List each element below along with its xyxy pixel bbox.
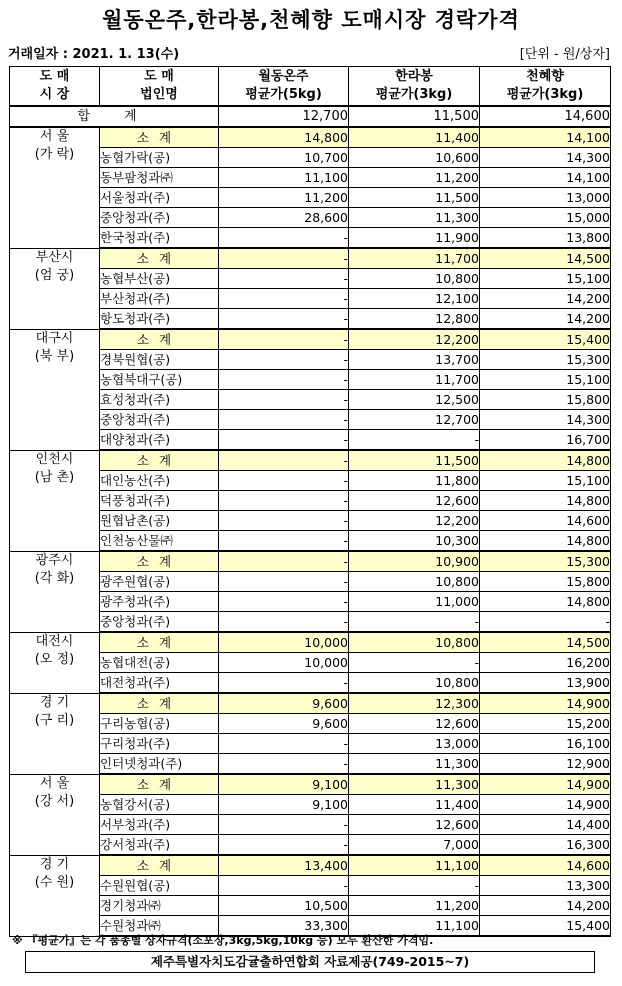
header-cheonhyehyang: 천혜향 평균가(3kg): [480, 67, 611, 107]
price-cell: 12,600: [349, 815, 480, 835]
table-row: [10, 714, 611, 734]
price-cell: -: [219, 471, 349, 491]
corp-name: 경기청과㈜: [100, 896, 219, 916]
table-row: [10, 876, 611, 896]
table-row: [10, 208, 611, 228]
price-cell: -: [219, 491, 349, 511]
price-cell: 12,700: [349, 410, 480, 430]
footnote: ※ 『평균가』는 각 품종별 상자규격(소포장,3kg,5kg,10kg 등) 모두 환산한 가격임.: [12, 934, 434, 947]
price-cell: 12,500: [349, 390, 480, 410]
corp-name: 인천농산물㈜: [100, 531, 219, 552]
total-value: 12,700: [219, 106, 349, 127]
price-cell: 14,900: [480, 795, 611, 815]
price-cell: 11,300: [349, 208, 480, 228]
price-cell: -: [219, 673, 349, 694]
price-cell: 12,600: [349, 491, 480, 511]
price-cell: 12,100: [349, 289, 480, 309]
corp-name: 부산청과(주): [100, 289, 219, 309]
price-cell: 13,300: [480, 876, 611, 896]
price-cell: 12,200: [349, 329, 480, 350]
corp-name: 대양청과(주): [100, 430, 219, 451]
table-row: [10, 390, 611, 410]
subtotal-label: 소계: [100, 693, 219, 714]
price-cell: -: [349, 876, 480, 896]
price-cell: -: [349, 612, 480, 633]
price-cell: 11,200: [219, 188, 349, 208]
price-cell: 13,700: [349, 350, 480, 370]
price-cell: 16,100: [480, 734, 611, 754]
price-cell: 14,100: [480, 168, 611, 188]
price-cell: 11,200: [349, 168, 480, 188]
price-cell: -: [219, 876, 349, 896]
corp-name: 농협대전(공): [100, 653, 219, 673]
price-cell: 12,900: [480, 754, 611, 775]
price-cell: -: [349, 430, 480, 451]
price-cell: -: [219, 228, 349, 249]
price-cell: -: [219, 551, 349, 572]
price-cell: -: [219, 734, 349, 754]
page-title: 월동온주,한라봉,천혜향 도매시장 경락가격: [102, 8, 520, 32]
price-cell: 13,900: [480, 673, 611, 694]
price-cell: 14,500: [480, 248, 611, 269]
price-cell: 15,100: [480, 370, 611, 390]
table-row: [10, 734, 611, 754]
corp-name: 중앙청과(주): [100, 208, 219, 228]
subtotal-row: [10, 693, 611, 714]
price-cell: 11,700: [349, 248, 480, 269]
price-cell: -: [219, 269, 349, 289]
price-cell: 13,800: [480, 228, 611, 249]
table-row: [10, 653, 611, 673]
price-cell: 14,900: [480, 693, 611, 714]
price-cell: 11,500: [349, 450, 480, 471]
price-cell: 15,400: [480, 329, 611, 350]
price-cell: -: [219, 309, 349, 330]
price-cell: 10,800: [349, 572, 480, 592]
source-credit: 제주특별자치도감귤출하연합회 자료제공(749-2015~7): [25, 951, 595, 973]
market-name: 인천시 (남 촌): [10, 450, 100, 551]
price-cell: 15,100: [480, 269, 611, 289]
price-cell: -: [219, 572, 349, 592]
price-cell: 15,100: [480, 471, 611, 491]
table-row: [10, 531, 611, 552]
corp-name: 효성청과(주): [100, 390, 219, 410]
price-cell: 11,800: [349, 471, 480, 491]
price-cell: 13,000: [349, 734, 480, 754]
price-cell: -: [219, 835, 349, 856]
market-name: 경 기 (구 리): [10, 693, 100, 774]
total-row: [10, 106, 611, 127]
price-cell: 14,300: [480, 148, 611, 168]
total-value: 11,500: [349, 106, 480, 127]
price-cell: 11,300: [349, 774, 480, 795]
table-row: [10, 592, 611, 612]
table-row: [10, 309, 611, 330]
header-market: 도 매 시 장: [10, 67, 100, 107]
corp-name: 서울청과(주): [100, 188, 219, 208]
market-name: 대구시 (북 부): [10, 329, 100, 450]
price-cell: 10,300: [349, 531, 480, 552]
subtotal-label: 소계: [100, 774, 219, 795]
table-row: [10, 795, 611, 815]
table-row: [10, 896, 611, 916]
price-cell: 11,500: [349, 188, 480, 208]
corp-name: 농협강서(공): [100, 795, 219, 815]
price-cell: -: [349, 653, 480, 673]
price-cell: 14,200: [480, 896, 611, 916]
price-cell: 14,600: [480, 511, 611, 531]
price-cell: 9,600: [219, 693, 349, 714]
price-cell: 13,000: [480, 188, 611, 208]
price-cell: 16,200: [480, 653, 611, 673]
price-cell: 10,700: [219, 148, 349, 168]
price-cell: 14,800: [480, 592, 611, 612]
subtotal-label: 소계: [100, 855, 219, 876]
price-cell: 11,100: [219, 168, 349, 188]
price-cell: -: [219, 410, 349, 430]
table-row: [10, 289, 611, 309]
header-winter-mandarin: 월동온주 평균가(5kg): [219, 67, 349, 107]
market-name: 대전시 (오 정): [10, 632, 100, 693]
price-cell: 16,300: [480, 835, 611, 856]
table-row: [10, 835, 611, 856]
table-row: [10, 370, 611, 390]
subtotal-label: 소계: [100, 551, 219, 572]
price-cell: 14,400: [480, 815, 611, 835]
price-cell: -: [219, 612, 349, 633]
price-cell: -: [219, 592, 349, 612]
price-cell: 14,200: [480, 289, 611, 309]
price-cell: -: [219, 430, 349, 451]
price-cell: 9,100: [219, 774, 349, 795]
price-cell: 10,800: [349, 632, 480, 653]
price-cell: 10,000: [219, 653, 349, 673]
price-cell: -: [480, 612, 611, 633]
corp-name: 서부청과(주): [100, 815, 219, 835]
price-table: [9, 66, 611, 937]
trade-date: 거래일자 : 2021. 1. 13(수): [8, 47, 180, 62]
price-cell: -: [219, 350, 349, 370]
price-cell: 14,800: [480, 531, 611, 552]
table-row: [10, 491, 611, 511]
table-header-row: [10, 67, 611, 107]
corp-name: 구리청과(주): [100, 734, 219, 754]
corp-name: 항도청과(주): [100, 309, 219, 330]
header-corp: 도 매 법인명: [100, 67, 219, 107]
price-cell: -: [219, 815, 349, 835]
price-cell: 14,100: [480, 127, 611, 148]
subtotal-row: [10, 551, 611, 572]
price-cell: 11,100: [349, 855, 480, 876]
price-cell: 11,100: [349, 916, 480, 937]
corp-name: 광주원협(공): [100, 572, 219, 592]
table-row: [10, 815, 611, 835]
table-row: [10, 269, 611, 289]
table-row: [10, 410, 611, 430]
price-cell: 10,000: [219, 632, 349, 653]
table-row: [10, 228, 611, 249]
subtotal-label: 소계: [100, 450, 219, 471]
price-cell: 15,300: [480, 551, 611, 572]
corp-name: 수원청과㈜: [100, 916, 219, 937]
price-cell: 12,800: [349, 309, 480, 330]
table-row: [10, 188, 611, 208]
corp-name: 대전청과(주): [100, 673, 219, 694]
price-cell: 14,900: [480, 774, 611, 795]
corp-name: 농협북대구(공): [100, 370, 219, 390]
price-cell: 15,800: [480, 572, 611, 592]
price-cell: 9,100: [219, 795, 349, 815]
price-cell: -: [219, 390, 349, 410]
price-cell: 12,200: [349, 511, 480, 531]
subtotal-row: [10, 248, 611, 269]
price-cell: 11,400: [349, 795, 480, 815]
total-value: 14,600: [480, 106, 611, 127]
corp-name: 농협부산(공): [100, 269, 219, 289]
price-cell: -: [219, 289, 349, 309]
price-cell: 14,500: [480, 632, 611, 653]
market-name: 서 울 (강 서): [10, 774, 100, 855]
corp-name: 한국청과(주): [100, 228, 219, 249]
corp-name: 대인농산(주): [100, 471, 219, 491]
table-row: [10, 511, 611, 531]
market-name: 서 울 (가 락): [10, 127, 100, 248]
price-cell: 14,800: [219, 127, 349, 148]
price-cell: 15,800: [480, 390, 611, 410]
subtotal-label: 소계: [100, 248, 219, 269]
subtotal-row: [10, 450, 611, 471]
total-label: 합계: [10, 106, 219, 127]
price-cell: 10,500: [219, 896, 349, 916]
subtotal-row: [10, 127, 611, 148]
price-cell: 11,200: [349, 896, 480, 916]
corp-name: 구리농협(공): [100, 714, 219, 734]
market-name: 경 기 (수 원): [10, 855, 100, 936]
header-hallabong: 한라봉 평균가(3kg): [349, 67, 480, 107]
table-row: [10, 471, 611, 491]
price-cell: 10,600: [349, 148, 480, 168]
price-cell: 15,200: [480, 714, 611, 734]
price-cell: 14,300: [480, 410, 611, 430]
unit-label: [단위 - 원/상자]: [519, 47, 610, 62]
price-cell: -: [219, 450, 349, 471]
table-row: [10, 148, 611, 168]
price-cell: 11,000: [349, 592, 480, 612]
price-cell: 11,400: [349, 127, 480, 148]
price-cell: 28,600: [219, 208, 349, 228]
price-cell: 15,000: [480, 208, 611, 228]
corp-name: 중앙청과(주): [100, 612, 219, 633]
price-cell: 14,800: [480, 491, 611, 511]
price-cell: -: [219, 511, 349, 531]
corp-name: 원협남촌(공): [100, 511, 219, 531]
corp-name: 수원원협(공): [100, 876, 219, 896]
price-cell: 10,800: [349, 673, 480, 694]
subtotal-label: 소계: [100, 329, 219, 350]
corp-name: 인터넷청과(주): [100, 754, 219, 775]
price-cell: 14,800: [480, 450, 611, 471]
subtotal-row: [10, 855, 611, 876]
table-row: [10, 754, 611, 775]
price-cell: 33,300: [219, 916, 349, 937]
price-cell: -: [219, 531, 349, 552]
table-row: [10, 572, 611, 592]
table-row: [10, 673, 611, 694]
price-cell: -: [219, 370, 349, 390]
market-name: 광주시 (각 화): [10, 551, 100, 632]
corp-name: 중앙청과(주): [100, 410, 219, 430]
table-row: [10, 350, 611, 370]
table-row: [10, 430, 611, 451]
price-cell: 13,400: [219, 855, 349, 876]
subtotal-row: [10, 632, 611, 653]
subtotal-label: 소계: [100, 632, 219, 653]
price-cell: 11,700: [349, 370, 480, 390]
corp-name: 경북원협(공): [100, 350, 219, 370]
price-cell: 11,900: [349, 228, 480, 249]
price-cell: 14,600: [480, 855, 611, 876]
price-cell: -: [219, 329, 349, 350]
price-cell: -: [219, 754, 349, 775]
corp-name: 농협가락(공): [100, 148, 219, 168]
subtotal-label: 소계: [100, 127, 219, 148]
corp-name: 강서청과(주): [100, 835, 219, 856]
corp-name: 광주청과(주): [100, 592, 219, 612]
market-name: 부산시 (엄 궁): [10, 248, 100, 329]
corp-name: 덕풍청과(주): [100, 491, 219, 511]
price-cell: 10,900: [349, 551, 480, 572]
price-cell: 9,600: [219, 714, 349, 734]
corp-name: 동부팜청과㈜: [100, 168, 219, 188]
price-cell: 12,600: [349, 714, 480, 734]
price-cell: 10,800: [349, 269, 480, 289]
price-cell: 12,300: [349, 693, 480, 714]
price-cell: 11,300: [349, 754, 480, 775]
price-cell: 15,300: [480, 350, 611, 370]
price-cell: 7,000: [349, 835, 480, 856]
table-row: [10, 612, 611, 633]
subtotal-row: [10, 329, 611, 350]
price-cell: 16,700: [480, 430, 611, 451]
price-cell: -: [219, 248, 349, 269]
table-row: [10, 168, 611, 188]
price-cell: 14,200: [480, 309, 611, 330]
subtotal-row: [10, 774, 611, 795]
price-cell: 15,400: [480, 916, 611, 937]
